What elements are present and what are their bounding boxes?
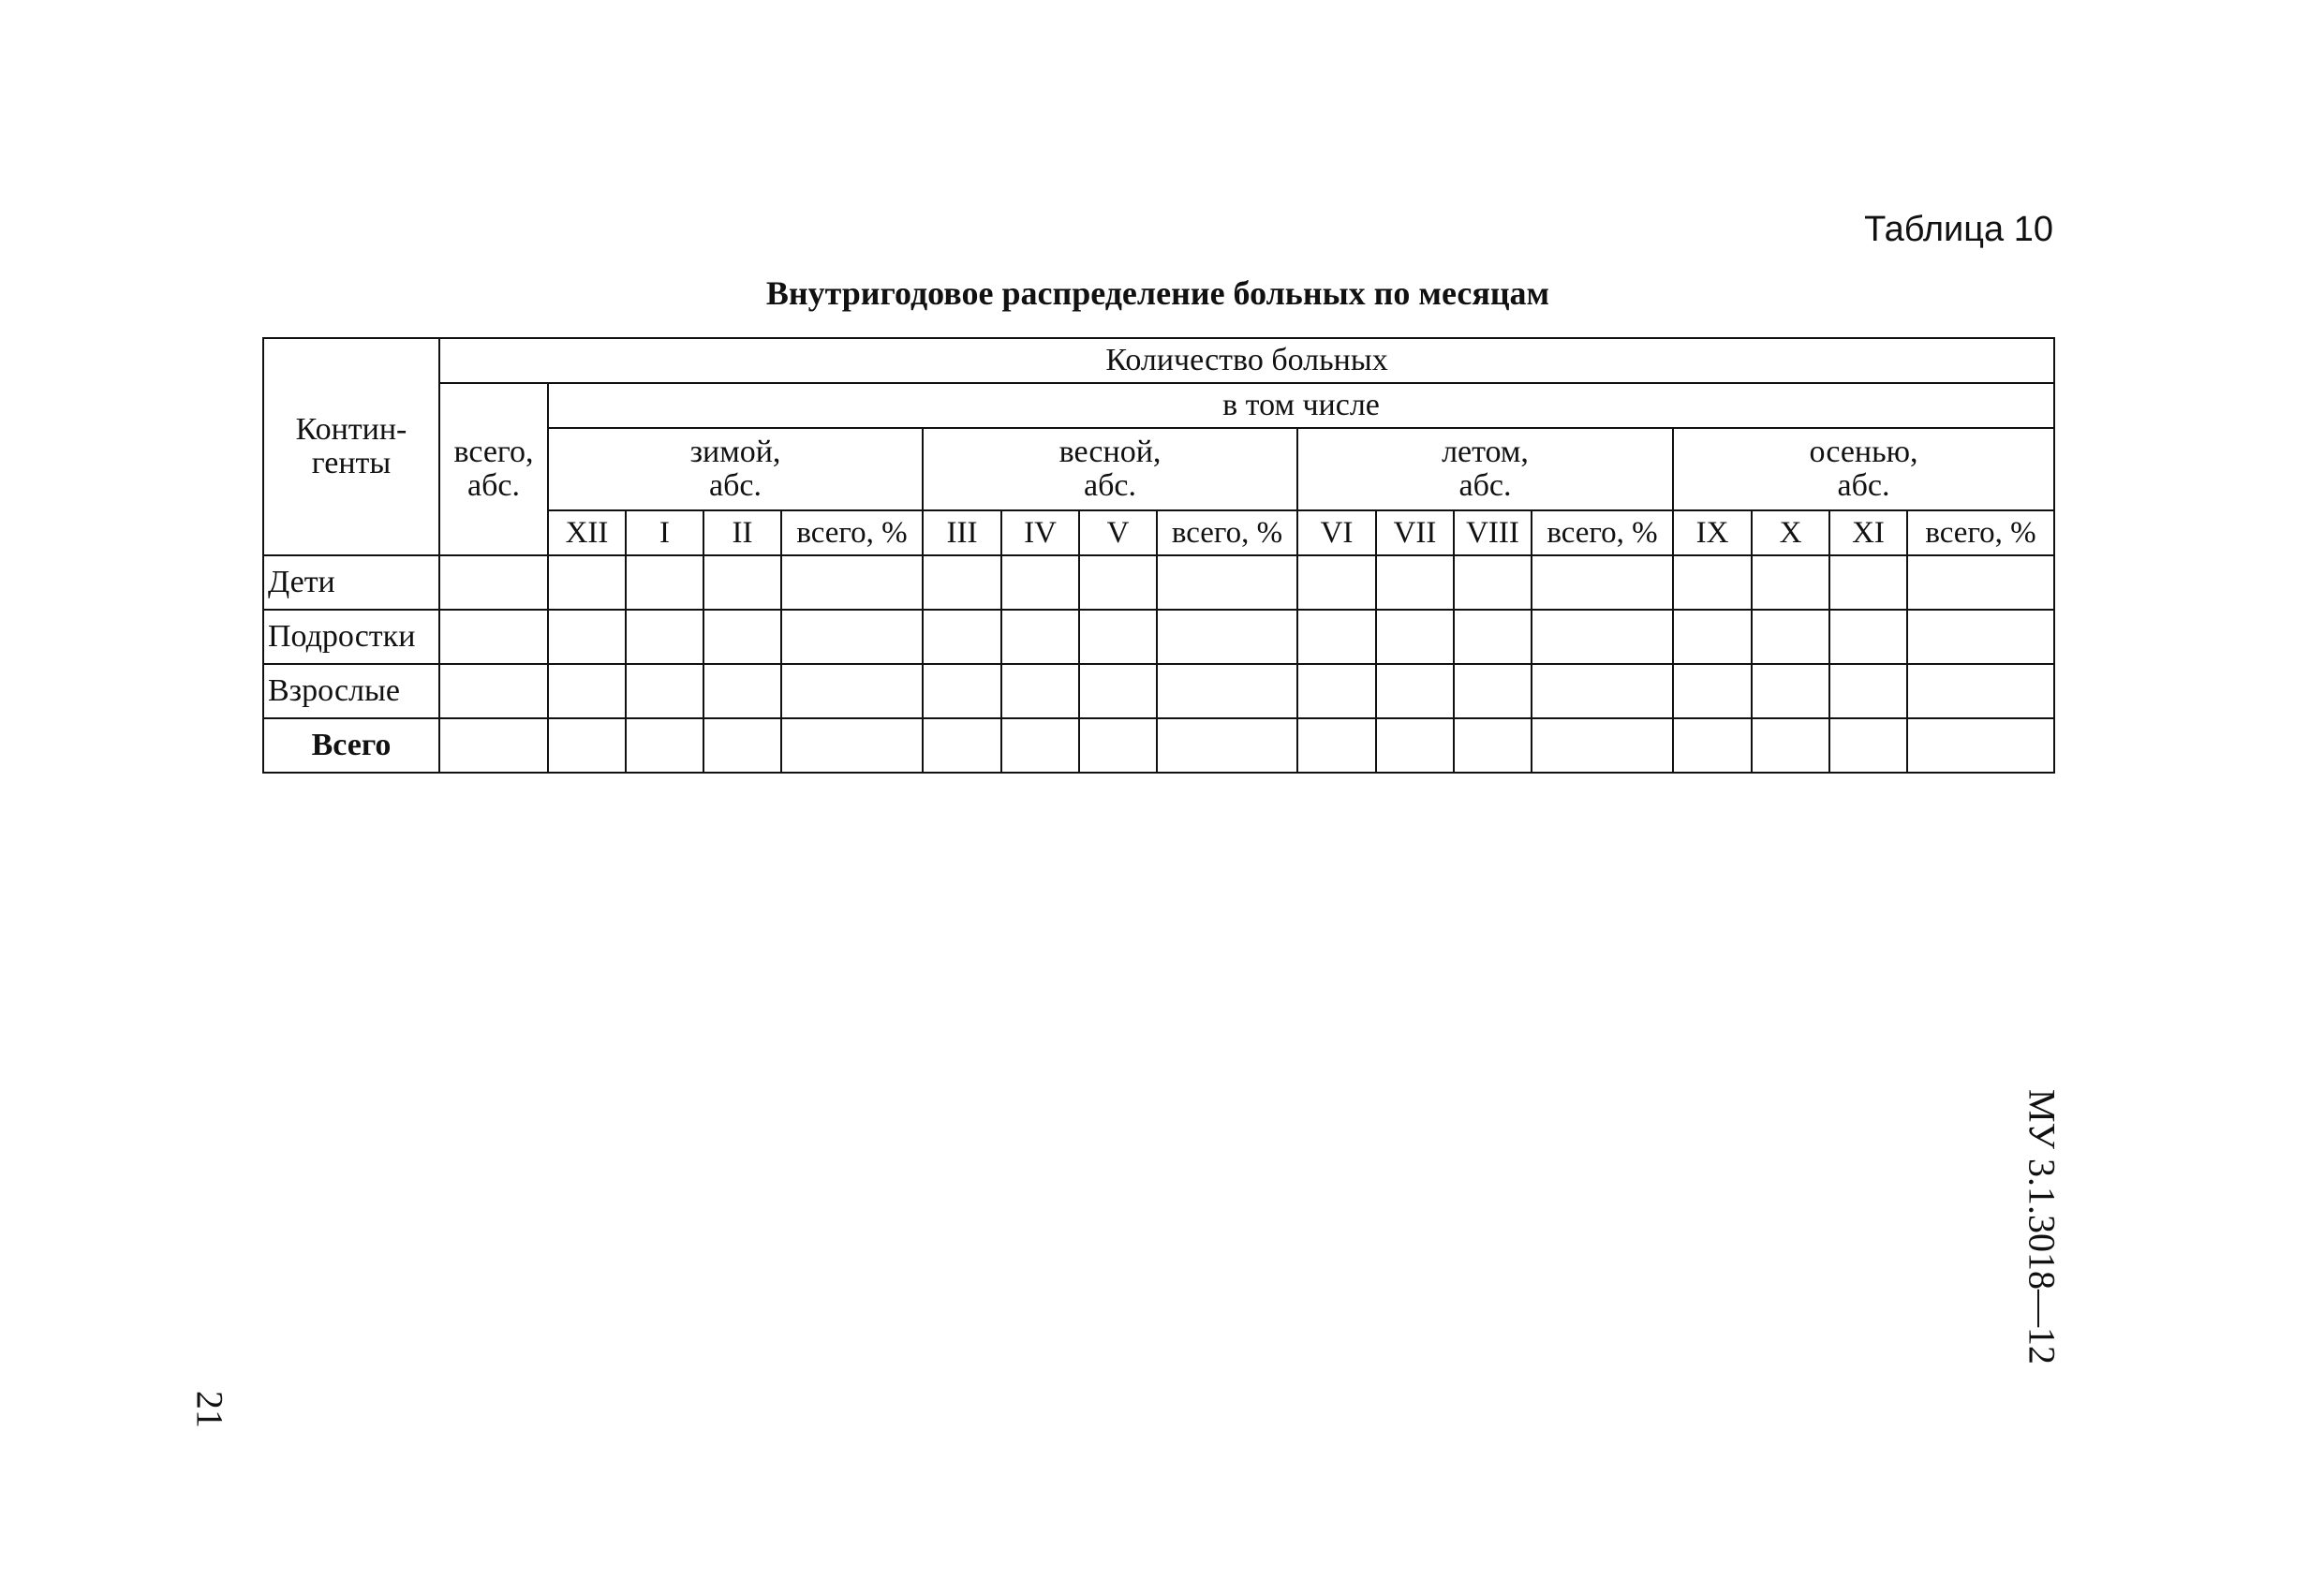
table-cell <box>439 718 548 773</box>
table-number-label: Таблица 10 <box>1864 210 2053 249</box>
table-cell <box>781 664 923 718</box>
table-cell <box>703 610 781 664</box>
table-cell <box>1079 555 1157 610</box>
table-title: Внутригодовое распределение больных по месяцам <box>765 274 1550 312</box>
header-row-including <box>263 383 2054 428</box>
table-cell <box>1297 610 1376 664</box>
table-cell <box>1752 610 1829 664</box>
table-cell <box>1532 555 1673 610</box>
table-cell <box>1376 664 1454 718</box>
month-header: X <box>1752 510 1829 555</box>
season-percent-header: всего, % <box>1532 510 1673 555</box>
table-cell <box>1157 555 1297 610</box>
month-header: VIII <box>1454 510 1532 555</box>
season-header: летом, абс. <box>1297 428 1673 510</box>
table-cell <box>1673 664 1752 718</box>
season-header: осенью, абс. <box>1673 428 2054 510</box>
table-cell <box>1752 555 1829 610</box>
table-cell <box>781 718 923 773</box>
month-header: II <box>703 510 781 555</box>
month-header: IV <box>1001 510 1079 555</box>
table-cell <box>703 718 781 773</box>
table-cell <box>1001 610 1079 664</box>
table-cell <box>1907 664 2054 718</box>
table-cell <box>1454 664 1532 718</box>
row-label: Подростки <box>263 610 439 664</box>
month-header: I <box>626 510 703 555</box>
table-cell <box>1673 610 1752 664</box>
table-cell <box>548 664 626 718</box>
table-row <box>263 664 2054 718</box>
table-cell <box>1001 555 1079 610</box>
season-percent-header: всего, % <box>1157 510 1297 555</box>
table-cell <box>923 610 1001 664</box>
table-row <box>263 555 2054 610</box>
distribution-table <box>262 337 2055 774</box>
table-cell <box>1752 718 1829 773</box>
page-number: 21 <box>188 1391 231 1428</box>
table-cell <box>1157 610 1297 664</box>
table-cell <box>1829 718 1907 773</box>
total-abs-header: всего, абс. <box>439 383 548 555</box>
month-header: V <box>1079 510 1157 555</box>
season-percent-header: всего, % <box>781 510 923 555</box>
document-code: МУ 3.1.3018—12 <box>2021 1089 2064 1364</box>
table-cell <box>548 610 626 664</box>
table-cell <box>1532 718 1673 773</box>
season-header: весной, абс. <box>923 428 1297 510</box>
table-cell <box>626 610 703 664</box>
table-cell <box>548 718 626 773</box>
table-cell <box>781 610 923 664</box>
table-cell <box>703 555 781 610</box>
table-cell <box>1829 664 1907 718</box>
month-header: VI <box>1297 510 1376 555</box>
table-cell <box>1532 610 1673 664</box>
table-cell <box>1297 718 1376 773</box>
table-cell <box>1157 664 1297 718</box>
table-cell <box>1001 664 1079 718</box>
row-label: Дети <box>263 555 439 610</box>
table-cell <box>1752 664 1829 718</box>
table-cell <box>1297 555 1376 610</box>
month-header: III <box>923 510 1001 555</box>
table-cell <box>1079 664 1157 718</box>
table-cell <box>1673 718 1752 773</box>
table-cell <box>1673 555 1752 610</box>
table-cell <box>923 718 1001 773</box>
table-cell <box>1829 555 1907 610</box>
table-cell <box>1829 610 1907 664</box>
table-cell <box>1532 664 1673 718</box>
table-cell <box>1297 664 1376 718</box>
table-cell <box>923 664 1001 718</box>
table-cell <box>923 555 1001 610</box>
count-header: Количество больных <box>439 338 2054 383</box>
table-cell <box>1907 610 2054 664</box>
table-row <box>263 610 2054 664</box>
table-cell <box>1376 610 1454 664</box>
table-cell <box>626 664 703 718</box>
table-cell <box>1454 718 1532 773</box>
row-label: Взрослые <box>263 664 439 718</box>
table-cell <box>439 610 548 664</box>
season-header: зимой, абс. <box>548 428 923 510</box>
table-cell <box>1376 555 1454 610</box>
table-cell <box>1454 555 1532 610</box>
table-cell <box>1907 718 2054 773</box>
month-header: IX <box>1673 510 1752 555</box>
table-cell <box>1001 718 1079 773</box>
table-cell <box>1157 718 1297 773</box>
table-cell <box>781 555 923 610</box>
header-row-count <box>263 338 2054 383</box>
month-header: VII <box>1376 510 1454 555</box>
contingent-header: Контин- генты <box>263 338 439 555</box>
including-header: в том числе <box>548 383 2054 428</box>
table-cell <box>1079 718 1157 773</box>
table-cell <box>439 664 548 718</box>
row-label: Всего <box>263 718 439 773</box>
month-header: XII <box>548 510 626 555</box>
table-cell <box>1454 610 1532 664</box>
table-cell <box>1907 555 2054 610</box>
table-cell <box>703 664 781 718</box>
table-cell <box>626 718 703 773</box>
table-cell <box>439 555 548 610</box>
table-cell <box>1376 718 1454 773</box>
table-cell <box>1079 610 1157 664</box>
table-row <box>263 718 2054 773</box>
season-percent-header: всего, % <box>1907 510 2054 555</box>
table-cell <box>626 555 703 610</box>
month-header: XI <box>1829 510 1907 555</box>
table-cell <box>548 555 626 610</box>
